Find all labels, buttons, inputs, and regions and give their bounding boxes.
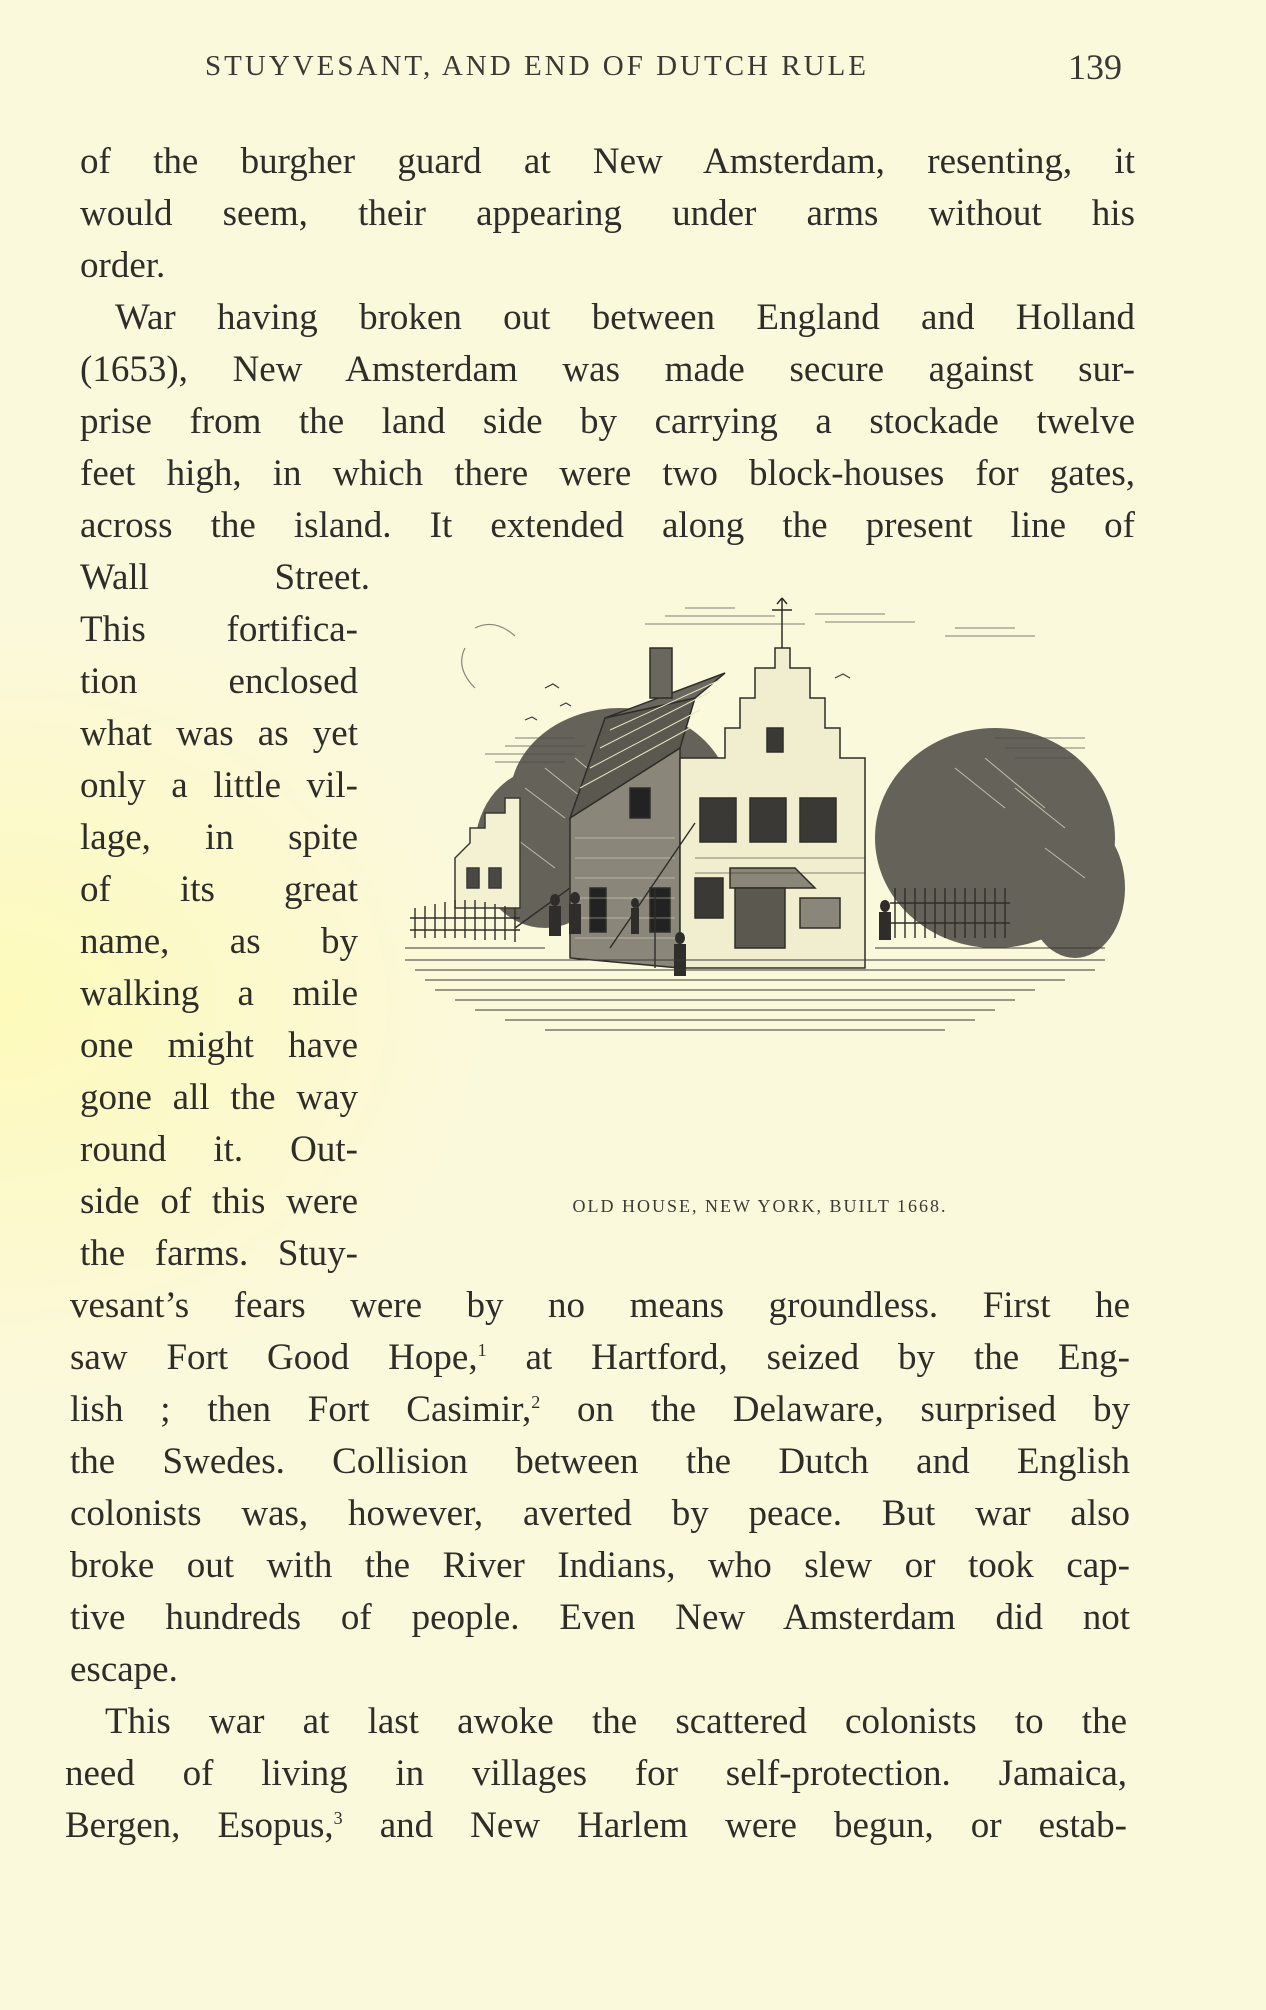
text-line [70,1390,1130,1430]
text-line [65,1806,1127,1846]
page-header [0,47,1266,100]
text-line: tion enclosed [80,661,358,702]
text-line: of its great [80,869,358,910]
engraving-figure [395,588,1125,1216]
text-line: walking a mile [80,973,358,1014]
text-line: Wall Street. [80,557,370,598]
text-line: vesant’s fears were by no means groundless. First he [70,1285,1130,1326]
text-line: escape. [70,1649,178,1690]
text-span: at Hartford, seized by the Eng- [486,1337,1130,1378]
text-line: only a little vil- [80,765,358,806]
text-line: the Swedes. Collision between the Dutch and English [70,1441,1130,1482]
old-house-engraving [395,588,1125,1168]
text-line: would seem, their appearing under arms without his [80,193,1135,234]
text-line: (1653), New Amsterdam was made secure against sur- [80,349,1135,390]
text-line: of the burgher guard at New Amsterdam, resenting, it [80,141,1135,182]
text-span: Bergen, Esopus, [65,1805,334,1846]
text-span: saw Fort Good Hope, [70,1337,478,1378]
text-span: lish ; then Fort Casimir, [70,1389,532,1430]
text-line: feet high, in which there were two block-houses for gates, [80,453,1135,494]
page-number: 139 [1068,47,1122,87]
text-line: one might have [80,1025,358,1066]
text-line: round it. Out- [80,1129,358,1170]
text-line: broke out with the River Indians, who slew or took cap- [70,1545,1130,1586]
text-line: tive hundreds of people. Even New Amsterdam did not [70,1597,1130,1638]
text-line: This war at last awoke the scattered colonists to the [105,1701,1127,1742]
text-line: side of this were [80,1181,358,1222]
text-line: colonists was, however, averted by peace. But war also [70,1493,1130,1534]
text-line: prise from the land side by carrying a stockade twelve [80,401,1135,442]
running-head: STUYVESANT, AND END OF DUTCH RULE [205,50,869,82]
text-span: and New Harlem were begun, or estab- [342,1805,1127,1846]
text-span: on the Delaware, surprised by [540,1389,1130,1430]
footnote-ref: 3 [333,1808,343,1828]
footnote-ref: 1 [477,1340,487,1360]
text-line: across the island. It extended along the present line of [80,505,1135,546]
text-line: This fortifica- [80,609,358,650]
text-line: gone all the way [80,1077,358,1118]
text-line: need of living in villages for self-protection. Jamaica, [65,1753,1127,1794]
text-line: the farms. Stuy- [80,1233,358,1274]
text-line [70,1338,1130,1378]
text-line: name, as by [80,921,358,962]
text-line: order. [80,245,166,286]
footnote-ref: 2 [531,1392,541,1412]
text-line: War having broken out between England and Holland [115,297,1135,338]
text-line: what was as yet [80,713,358,754]
figure-caption: OLD HOUSE, NEW YORK, BUILT 1668. [572,1196,948,1216]
text-line: lage, in spite [80,817,358,858]
